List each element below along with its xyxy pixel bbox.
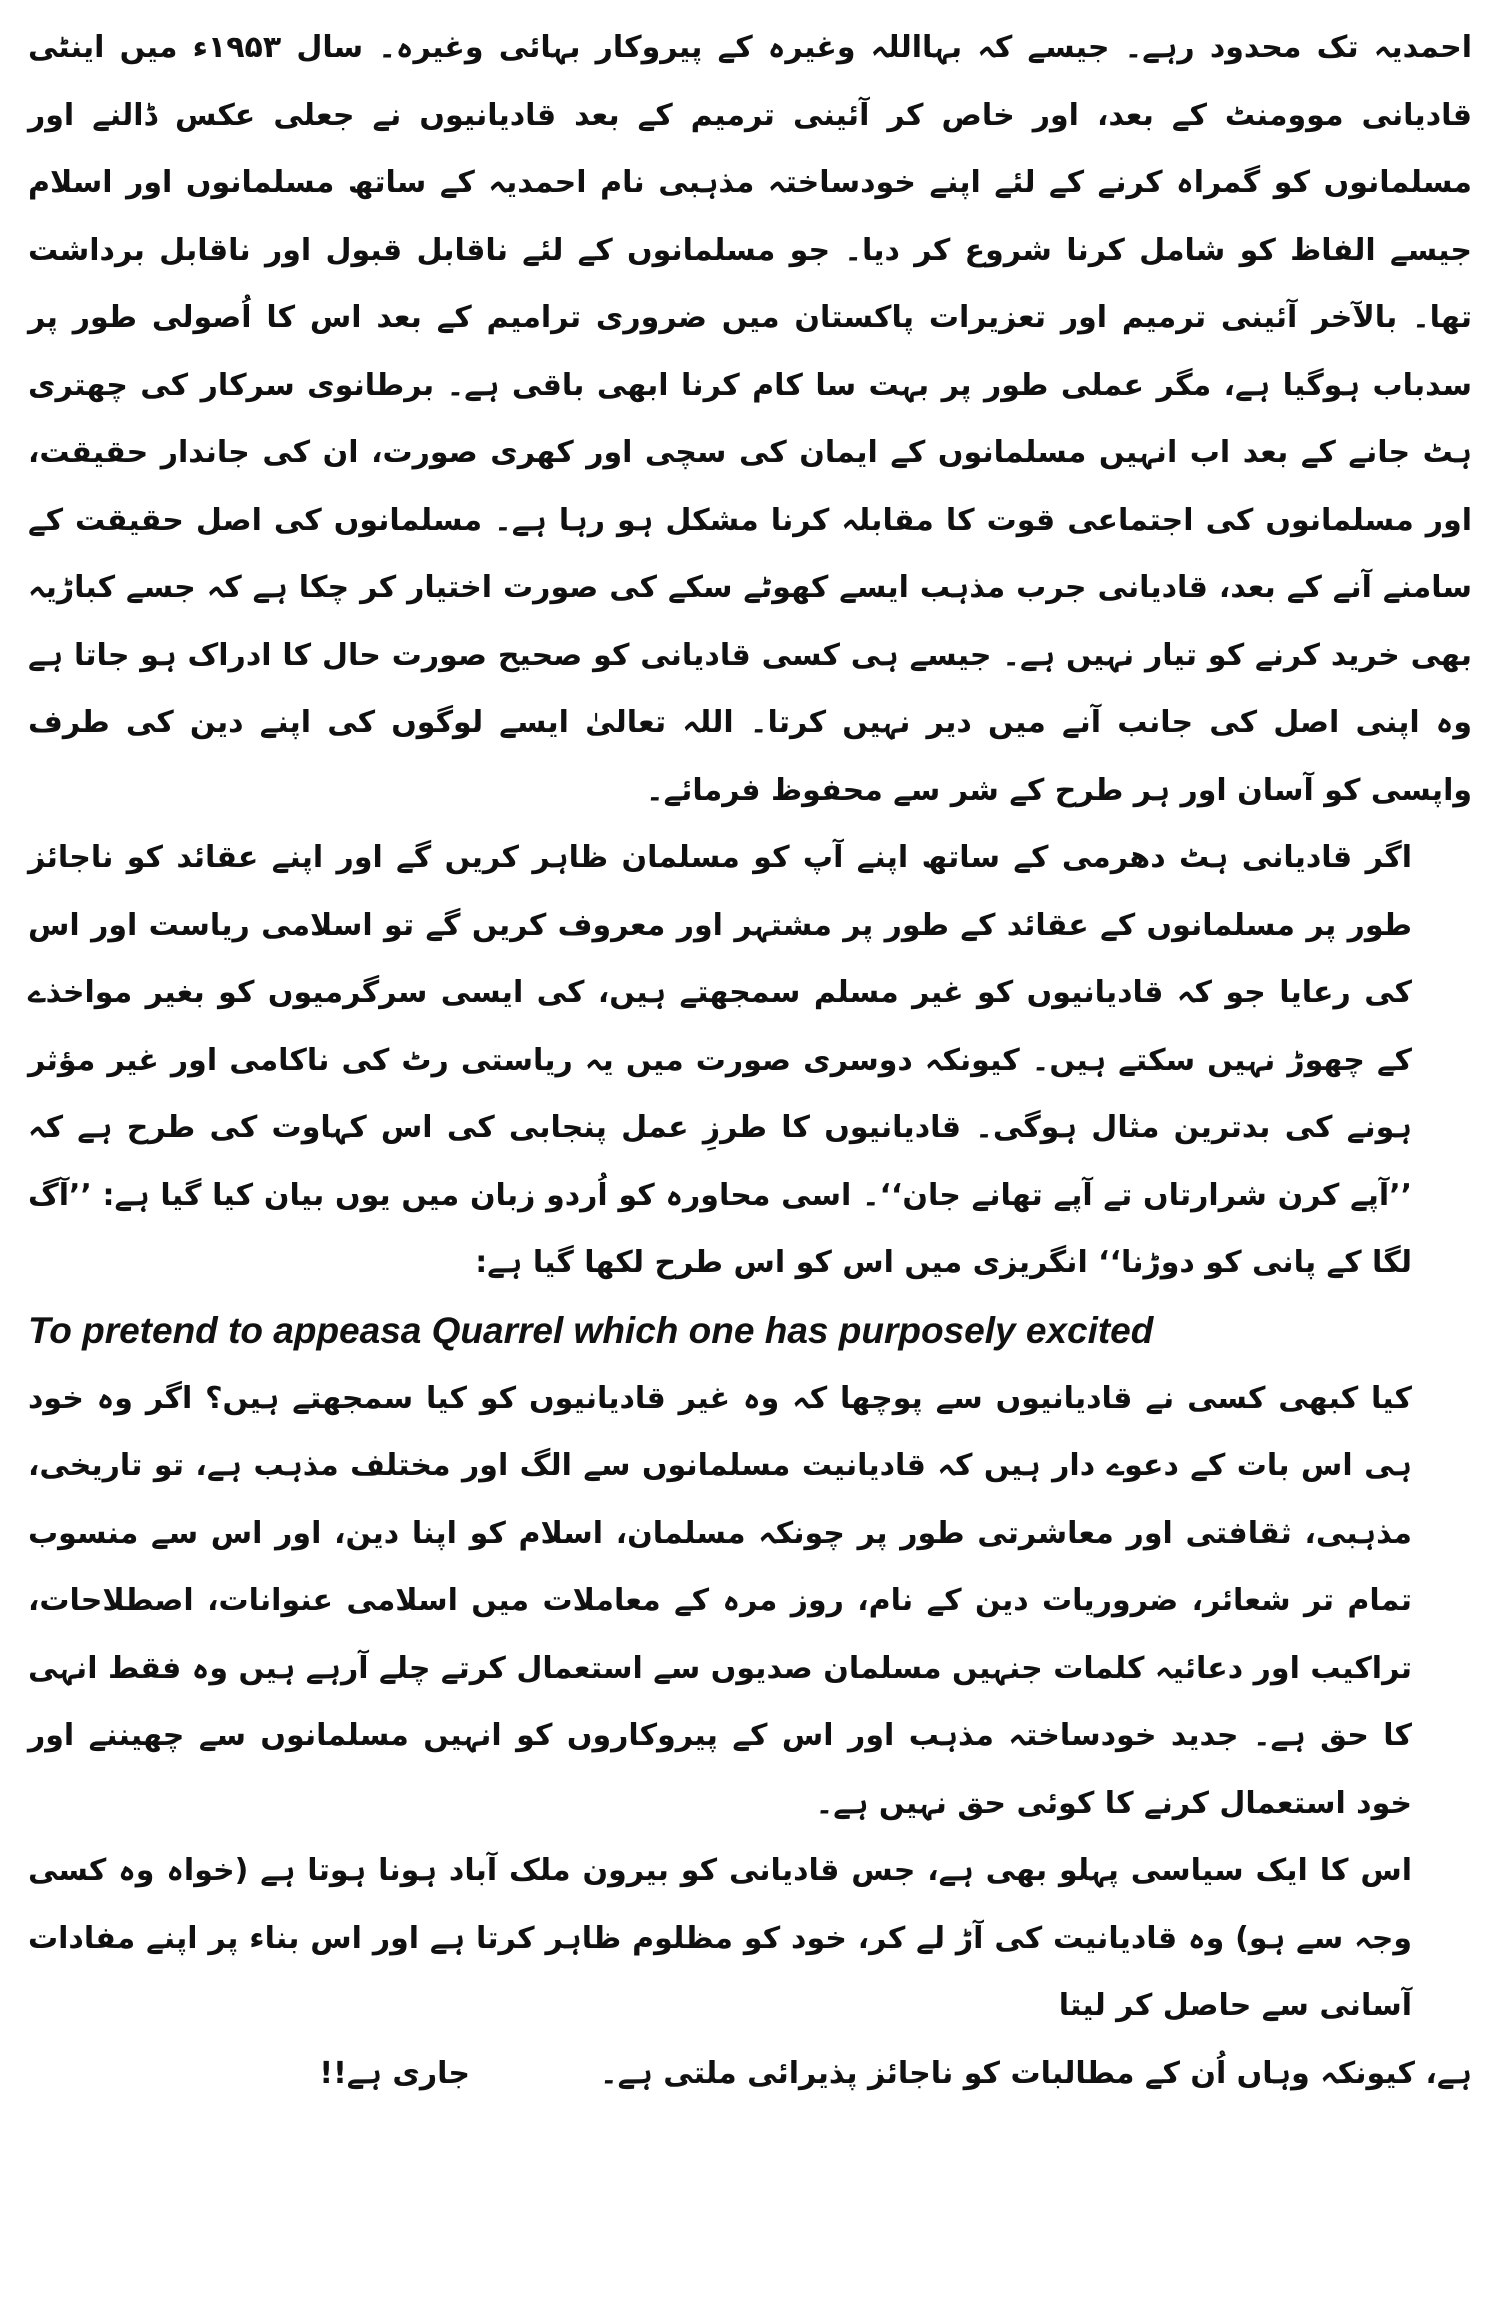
- paragraph-4: اس کا ایک سیاسی پہلو بھی ہے، جس قادیانی کو بیرون ملک آباد ہونا ہوتا ہے (خواہ وہ کسی وجہ سے ہو) وہ قادیانیت کی آڑ لے کر، خود کو مظلوم ظاہر کرتا ہے اور اس بناء پر اپنے مفادات آسانی سے حاصل کر لیتا: [28, 1853, 1412, 2023]
- closing-line: [28, 2040, 1472, 2108]
- paragraph-4-end: ہے، کیونکہ وہاں اُن کے مطالبات کو ناجائز پذیرائی ملتی ہے۔: [600, 2055, 1472, 2091]
- continued-label: جاری ہے!!: [319, 2055, 471, 2091]
- english-quote: To pretend to appeasa Quarrel which one has purposely excited: [28, 1309, 1154, 1351]
- paragraph-2: اگر قادیانی ہٹ دھرمی کے ساتھ اپنے آپ کو مسلمان ظاہر کریں گے اور اپنے عقائد کو ناجائز طور پر مسلمانوں کے عقائد کے طور پر مشتہر اور معروف کریں گے تو اسلامی ریاست اور اس کی رعایا جو کہ قادیانیوں کو غیر مسلم سمجھتے ہیں، کی ایسی سرگرمیوں کو بغیر مواخذے کے چھوڑ نہیں سکتے ہیں۔ کیونکہ دوسری صورت میں یہ ریاستی رٹ کی ناکامی اور غیر مؤثر ہونے کی بدترین مثال ہوگی۔ قادیانیوں کا طرزِ عمل پنجابی کی اس کہاوت کی طرح ہے کہ ’’آپے کرن شرارتاں تے آپے تھانے جان‘‘۔ اسی محاورہ کو اُردو زبان میں یوں بیان کیا گیا ہے: ’’آگ لگا کے پانی کو دوڑنا‘‘ انگریزی میں اس کو اس طرح لکھا گیا ہے:: [28, 840, 1412, 1280]
- paragraph-3: کیا کبھی کسی نے قادیانیوں سے پوچھا کہ وہ غیر قادیانیوں کو کیا سمجھتے ہیں؟ اگر وہ خود ہی اس بات کے دعوے دار ہیں کہ قادیانیت مسلمانوں سے الگ اور مختلف مذہب ہے، تو تاریخی، مذہبی، ثقافتی اور معاشرتی طور پر چونکہ مسلمان، اسلام کو اپنا دین، اور اس سے منسوب تمام تر شعائر، ضروریات دین کے نام، روز مرہ کے معاملات میں اسلامی عنوانات، اصطلاحات، تراکیب اور دعائیہ کلمات جنہیں مسلمان صدیوں سے استعمال کرتے چلے آرہے ہیں وہ فقط انہی کا حق ہے۔ جدید خودساختہ مذہب اور اس کے پیروکاروں کو انہیں مسلمانوں سے چھیننے اور خود استعمال کرنے کا کوئی حق نہیں ہے۔: [28, 1380, 1412, 1821]
- paragraph-1: احمدیہ تک محدود رہے۔ جیسے کہ بہااللہ وغیرہ کے پیروکار بہائی وغیرہ۔ سال ۱۹۵۳ء میں اینٹی قادیانی موومنٹ کے بعد، اور خاص کر آئینی ترمیم کے بعد قادیانیوں نے جعلی عکس ڈالنے اور مسلمانوں کو گمراہ کرنے کے لئے اپنے خودساختہ مذہبی نام احمدیہ کے ساتھ مسلمانوں اور اسلام جیسے الفاظ کو شامل کرنا شروع کر دیا۔ جو مسلمانوں کے لئے ناقابل قبول اور ناقابل برداشت تھا۔ بالآخر آئینی ترمیم اور تعزیرات پاکستان میں ضروری ترامیم کے بعد اس کا اُصولی طور پر سدباب ہوگیا ہے، مگر عملی طور پر بہت سا کام کرنا ابھی باقی ہے۔ برطانوی سرکار کی چھتری ہٹ جانے کے بعد اب انہیں مسلمانوں کے ایمان کی سچی اور کھری صورت، ان کی جاندار حقیقت، اور مسلمانوں کی اجتماعی قوت کا مقابلہ کرنا مشکل ہو رہا ہے۔ مسلمانوں کی اصل حقیقت کے سامنے آنے کے بعد، قادیانی جرب مذہب ایسے کھوٹے سکے کی صورت اختیار کر چکا ہے کہ جسے کباڑیہ بھی خرید کرنے کو تیار نہیں ہے۔ جیسے ہی کسی قادیانی کو صحیح صورت حال کا ادراک ہو جاتا ہے وہ اپنی اصل کی جانب آنے میں دیر نہیں کرتا۔ اللہ تعالیٰ ایسے لوگوں کی اپنے دین کی طرف واپسی کو آسان اور ہر طرح کے شر سے محفوظ فرمائے۔: [28, 30, 1472, 808]
- document-page: [28, 14, 1472, 2286]
